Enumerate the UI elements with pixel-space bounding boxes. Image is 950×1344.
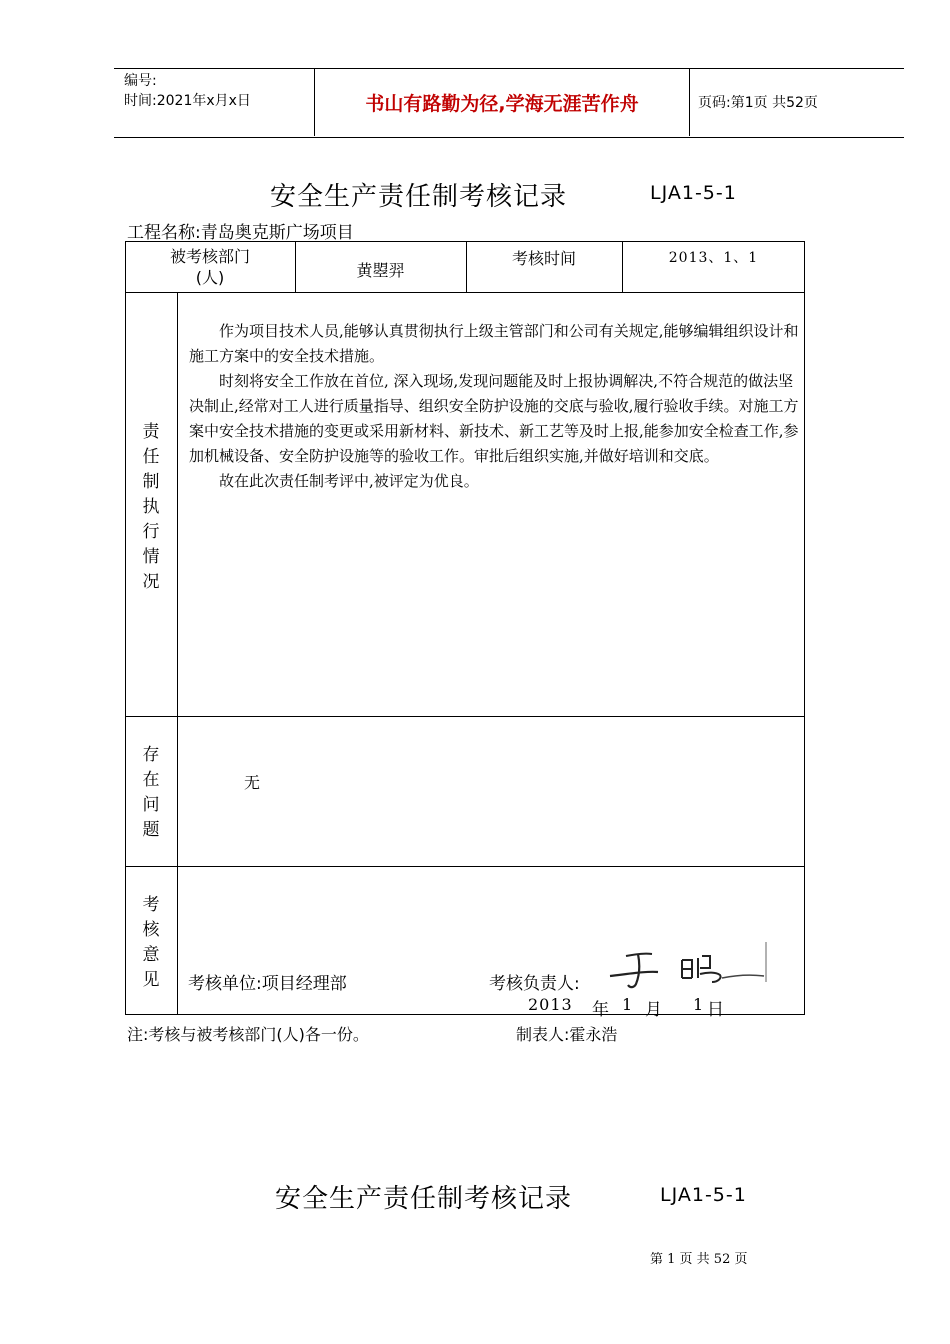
section-issues-label: 存 在 问 题 bbox=[142, 745, 160, 840]
section-opinion-label: 考 核 意 见 bbox=[142, 895, 160, 990]
signature-image bbox=[598, 938, 774, 994]
table-divider bbox=[125, 292, 805, 293]
assessment-time-value: 2013、1、1 bbox=[668, 250, 759, 266]
number-label: 编号: bbox=[124, 73, 157, 89]
dept-label-line2: (人) bbox=[195, 268, 225, 287]
responsibility-text bbox=[189, 319, 799, 494]
page-code: 页码:第1页 共52页 bbox=[698, 95, 818, 111]
motto: 书山有路勤为径,学海无涯苦作舟 bbox=[365, 92, 639, 115]
date-month: 1 bbox=[622, 995, 633, 1014]
page-footer: 第 1 页 共 52 页 bbox=[650, 1252, 748, 1267]
next-page-code: LJA1-5-1 bbox=[660, 1184, 747, 1206]
issues-value: 无 bbox=[244, 773, 261, 792]
date-year: 2013 bbox=[528, 995, 573, 1014]
paragraph: 故在此次责任制考评中,被评定为优良。 bbox=[219, 472, 479, 490]
paragraph: 作为项目技术人员,能够认真贯彻执行上级主管部门和公司有关规定,能够编辑组织设计和施工方案中的安全技术措施。 bbox=[189, 322, 799, 365]
date-day: 1 bbox=[693, 995, 704, 1014]
project-name: 工程名称:青岛奥克斯广场项目 bbox=[127, 223, 354, 243]
table-divider bbox=[177, 292, 178, 1015]
time-label: 时间:2021年x月x日 bbox=[124, 93, 251, 109]
assessment-time-label: 考核时间 bbox=[511, 249, 576, 268]
document-title: 安全生产责任制考核记录 bbox=[270, 182, 568, 212]
paragraph: 时刻将安全工作放在首位, 深入现场,发现问题能及时上报协调解决,不符合规范的做法坚决制止,经常对工人进行质量指导、组织安全防护设施的交底与验收,履行验收手续。对施工方案中安全技术措施的变更或采用新材料、新技术、新工艺等及时上报,能参加安全检查工作,参加机械设备、安全防护设施等的验收工作。审批后组织实施,并做好培训和交底。 bbox=[189, 372, 799, 465]
date-year-unit: 年 bbox=[592, 1000, 609, 1020]
dept-value: 黄曌羿 bbox=[356, 261, 405, 280]
dept-label bbox=[125, 246, 295, 288]
document-code: LJA1-5-1 bbox=[650, 182, 737, 204]
form-maker: 制表人:霍永浩 bbox=[516, 1025, 618, 1044]
responsible-label: 考核负责人: bbox=[489, 974, 580, 994]
section-responsibility-label: 责 任 制 执 行 情 况 bbox=[142, 422, 160, 592]
table-note: 注:考核与被考核部门(人)各一份。 bbox=[127, 1025, 369, 1044]
table-divider bbox=[125, 866, 805, 867]
date-month-unit: 月 bbox=[645, 1000, 662, 1020]
assessment-unit: 考核单位:项目经理部 bbox=[188, 974, 347, 994]
next-page-title: 安全生产责任制考核记录 bbox=[275, 1184, 573, 1214]
table-divider bbox=[125, 716, 805, 717]
dept-label-line1: 被考核部门 bbox=[169, 247, 250, 266]
date-day-unit: 日 bbox=[707, 1000, 724, 1020]
